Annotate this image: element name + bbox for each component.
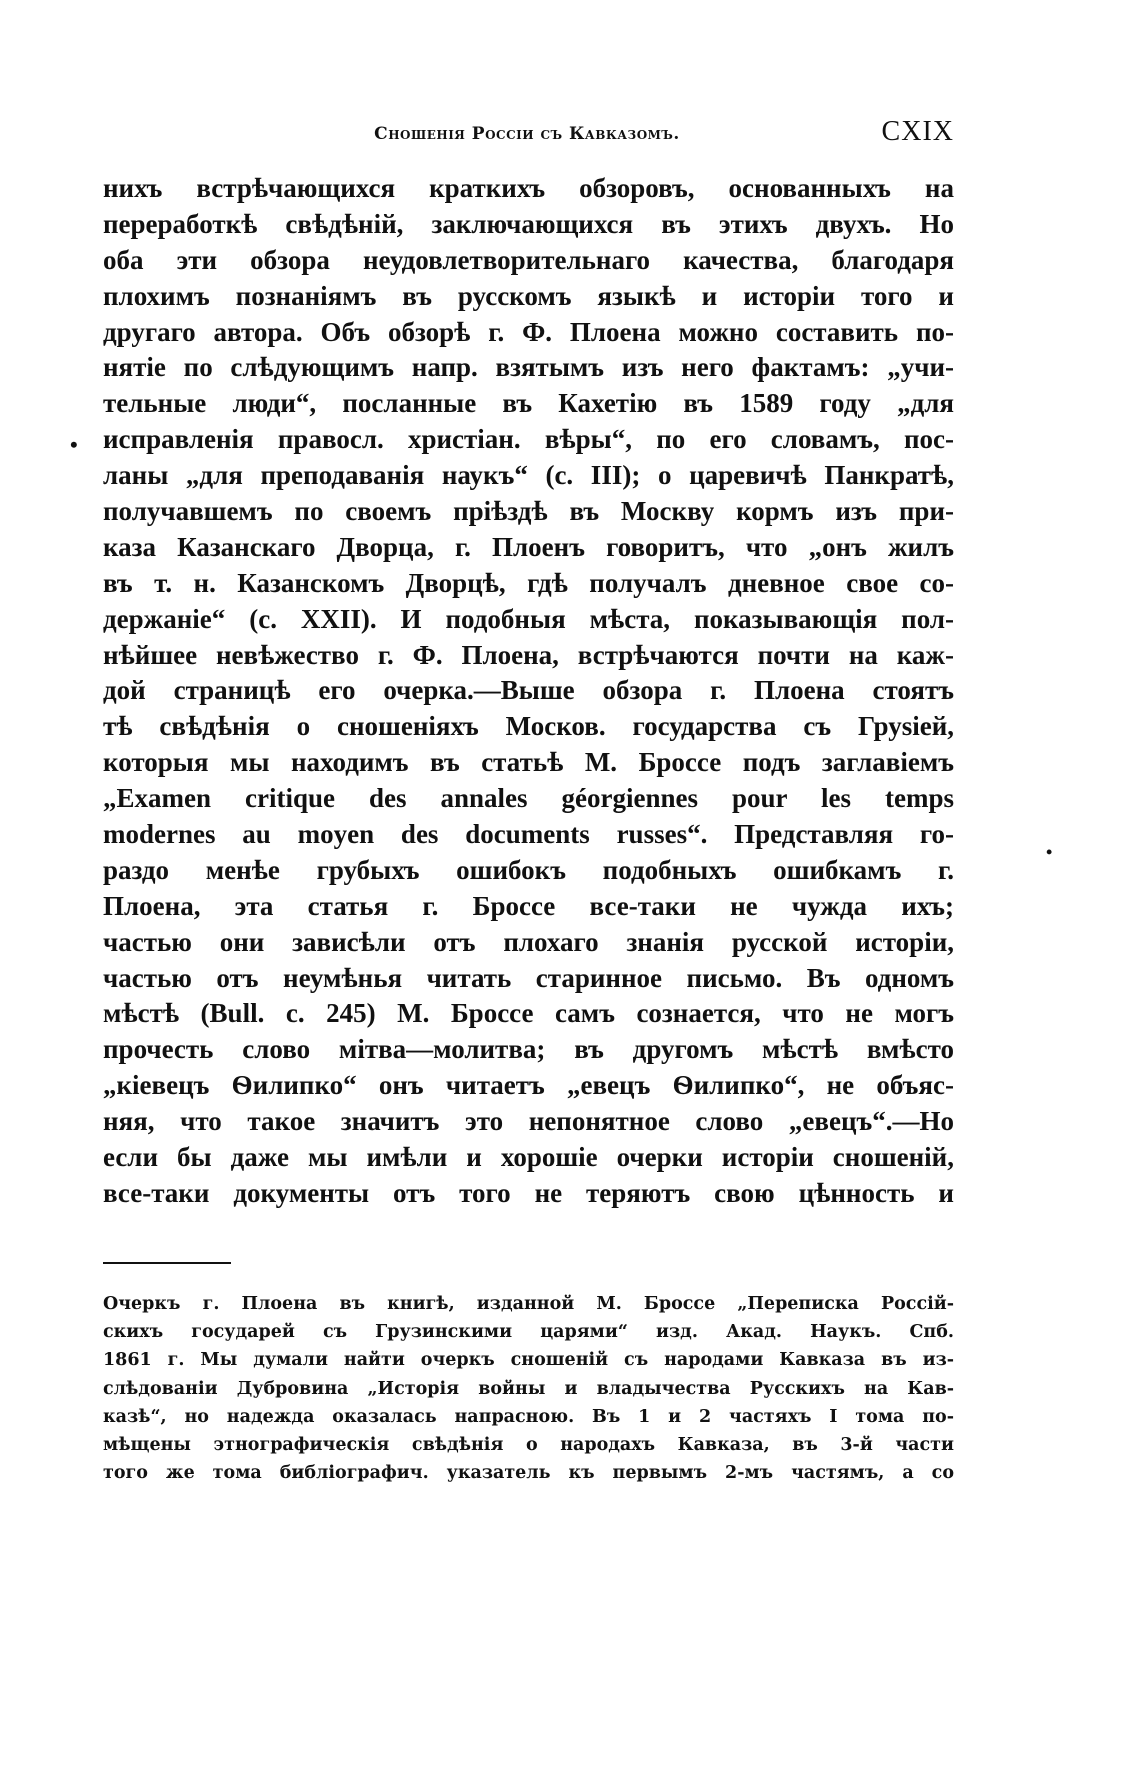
footnote-line: того же тома библіографич. указатель къ первымъ 2-мъ частямъ, а со [103, 1463, 954, 1484]
text-line: дой страницѣ его очерка.—Выше обзора г. Плоена стоятъ [103, 675, 954, 706]
footnote-block [103, 1290, 954, 1487]
footnote-separator [103, 1262, 231, 1264]
text-line: няя, что такое значитъ это непонятное слово „евецъ“.—Но [103, 1106, 954, 1137]
text-line: тельные люди“, посланные въ Кахетію въ 1589 году „для [103, 388, 954, 419]
page-number: CXIX [881, 116, 954, 147]
text-line: прочесть слово мітва—молитва; въ другомъ мѣстѣ вмѣсто [103, 1034, 954, 1065]
text-line: „кіевецъ Ѳилипко“ онъ читаетъ „евецъ Ѳилипко“, не объяс- [103, 1070, 954, 1101]
text-line: „Examen critique des annales géorgiennes pour les temps [103, 783, 954, 814]
text-line: частью они зависѣли отъ плохаго знанія русской исторіи, [103, 926, 954, 957]
text-line: ланы „для преподаванія наукъ“ (с. III); о царевичѣ Панкратѣ, [103, 460, 954, 491]
text-line: все-таки документы отъ того не теряютъ свою цѣнность и [103, 1177, 954, 1208]
text-line: если бы даже мы имѣли и хорошіе очерки исторіи сношеній, [103, 1142, 954, 1173]
text-line: тѣ свѣдѣнія о сношеніяхъ Москов. государства съ Груsіей, [103, 711, 954, 742]
text-line: modernes au moyen des documents russes“. Представляя го- [103, 819, 954, 850]
text-line: мѣстѣ (Bull. c. 245) М. Броссе самъ сознается, что не могъ [103, 998, 954, 1029]
text-line: оба эти обзора неудовлетворительнаго качества, благодаря [103, 244, 954, 275]
footnote-line: мѣщены этнографическія свѣдѣнія о народахъ Кавказа, въ 3-й части [103, 1434, 954, 1455]
text-line: частью отъ неумѣнья читать старинное письмо. Въ одномъ [103, 962, 954, 993]
running-head [100, 116, 954, 150]
text-line: переработкѣ свѣдѣній, заключающихся въ этихъ двухъ. Но [103, 208, 954, 239]
footnote-line: 1861 г. Мы думали найти очеркъ сношеній съ народами Кавказа въ из- [103, 1350, 954, 1371]
text-line: получавшемъ по своемъ пріѣздѣ въ Москву кормъ изъ при- [103, 496, 954, 527]
margin-mark-left: • [70, 432, 78, 457]
text-line: которыя мы находимъ въ статьѣ М. Броссе подъ заглавіемъ [103, 747, 954, 778]
margin-mark-right: • [1046, 842, 1053, 862]
text-line: плохимъ познаніямъ въ русскомъ языкѣ и исторіи того и [103, 280, 954, 311]
text-line: нѣйшее невѣжество г. Ф. Плоена, встрѣчаются почти на каж- [103, 639, 954, 670]
text-line: въ т. н. Казанскомъ Дворцѣ, гдѣ получалъ дневное свое со- [103, 567, 954, 598]
footnote-line: скихъ государей съ Грузинскими царями“ изд. Акад. Наукъ. Спб. [103, 1322, 954, 1343]
footnote-line: Очеркъ г. Плоена въ книгѣ, изданной М. Броссе „Переписка Россій- [103, 1294, 954, 1314]
footnote-line: слѣдованіи Дубровина „Исторія войны и владычества Русскихъ на Кав- [103, 1378, 954, 1399]
text-line: другаго автора. Объ обзорѣ г. Ф. Плоена можно составить по- [103, 316, 954, 347]
text-line: Плоена, эта статья г. Броссе все-таки не чужда ихъ; [103, 890, 954, 921]
text-line: нятіе по слѣдующимъ напр. взятымъ изъ него фактамъ: „учи- [103, 352, 954, 383]
main-text-block [103, 171, 954, 1212]
text-line: раздо менѣе грубыхъ ошибокъ подобныхъ ошибкамъ г. [103, 854, 954, 885]
text-line: держаніе“ (с. XXII). И подобныя мѣста, показывающія пол- [103, 603, 954, 634]
text-line: каза Казанскаго Дворца, г. Плоенъ говоритъ, что „онъ жилъ [103, 531, 954, 562]
running-title: Сношенія Россіи съ Кавказомъ. [374, 124, 680, 144]
footnote-line: казѣ“, но надежда оказалась напрасною. Въ 1 и 2 частяхъ I тома по- [103, 1406, 954, 1427]
text-line: нихъ встрѣчающихся краткихъ обзоровъ, основанныхъ на [103, 173, 954, 203]
text-line: исправленія правосл. христіан. вѣры“, по его словамъ, пос- [103, 424, 954, 455]
